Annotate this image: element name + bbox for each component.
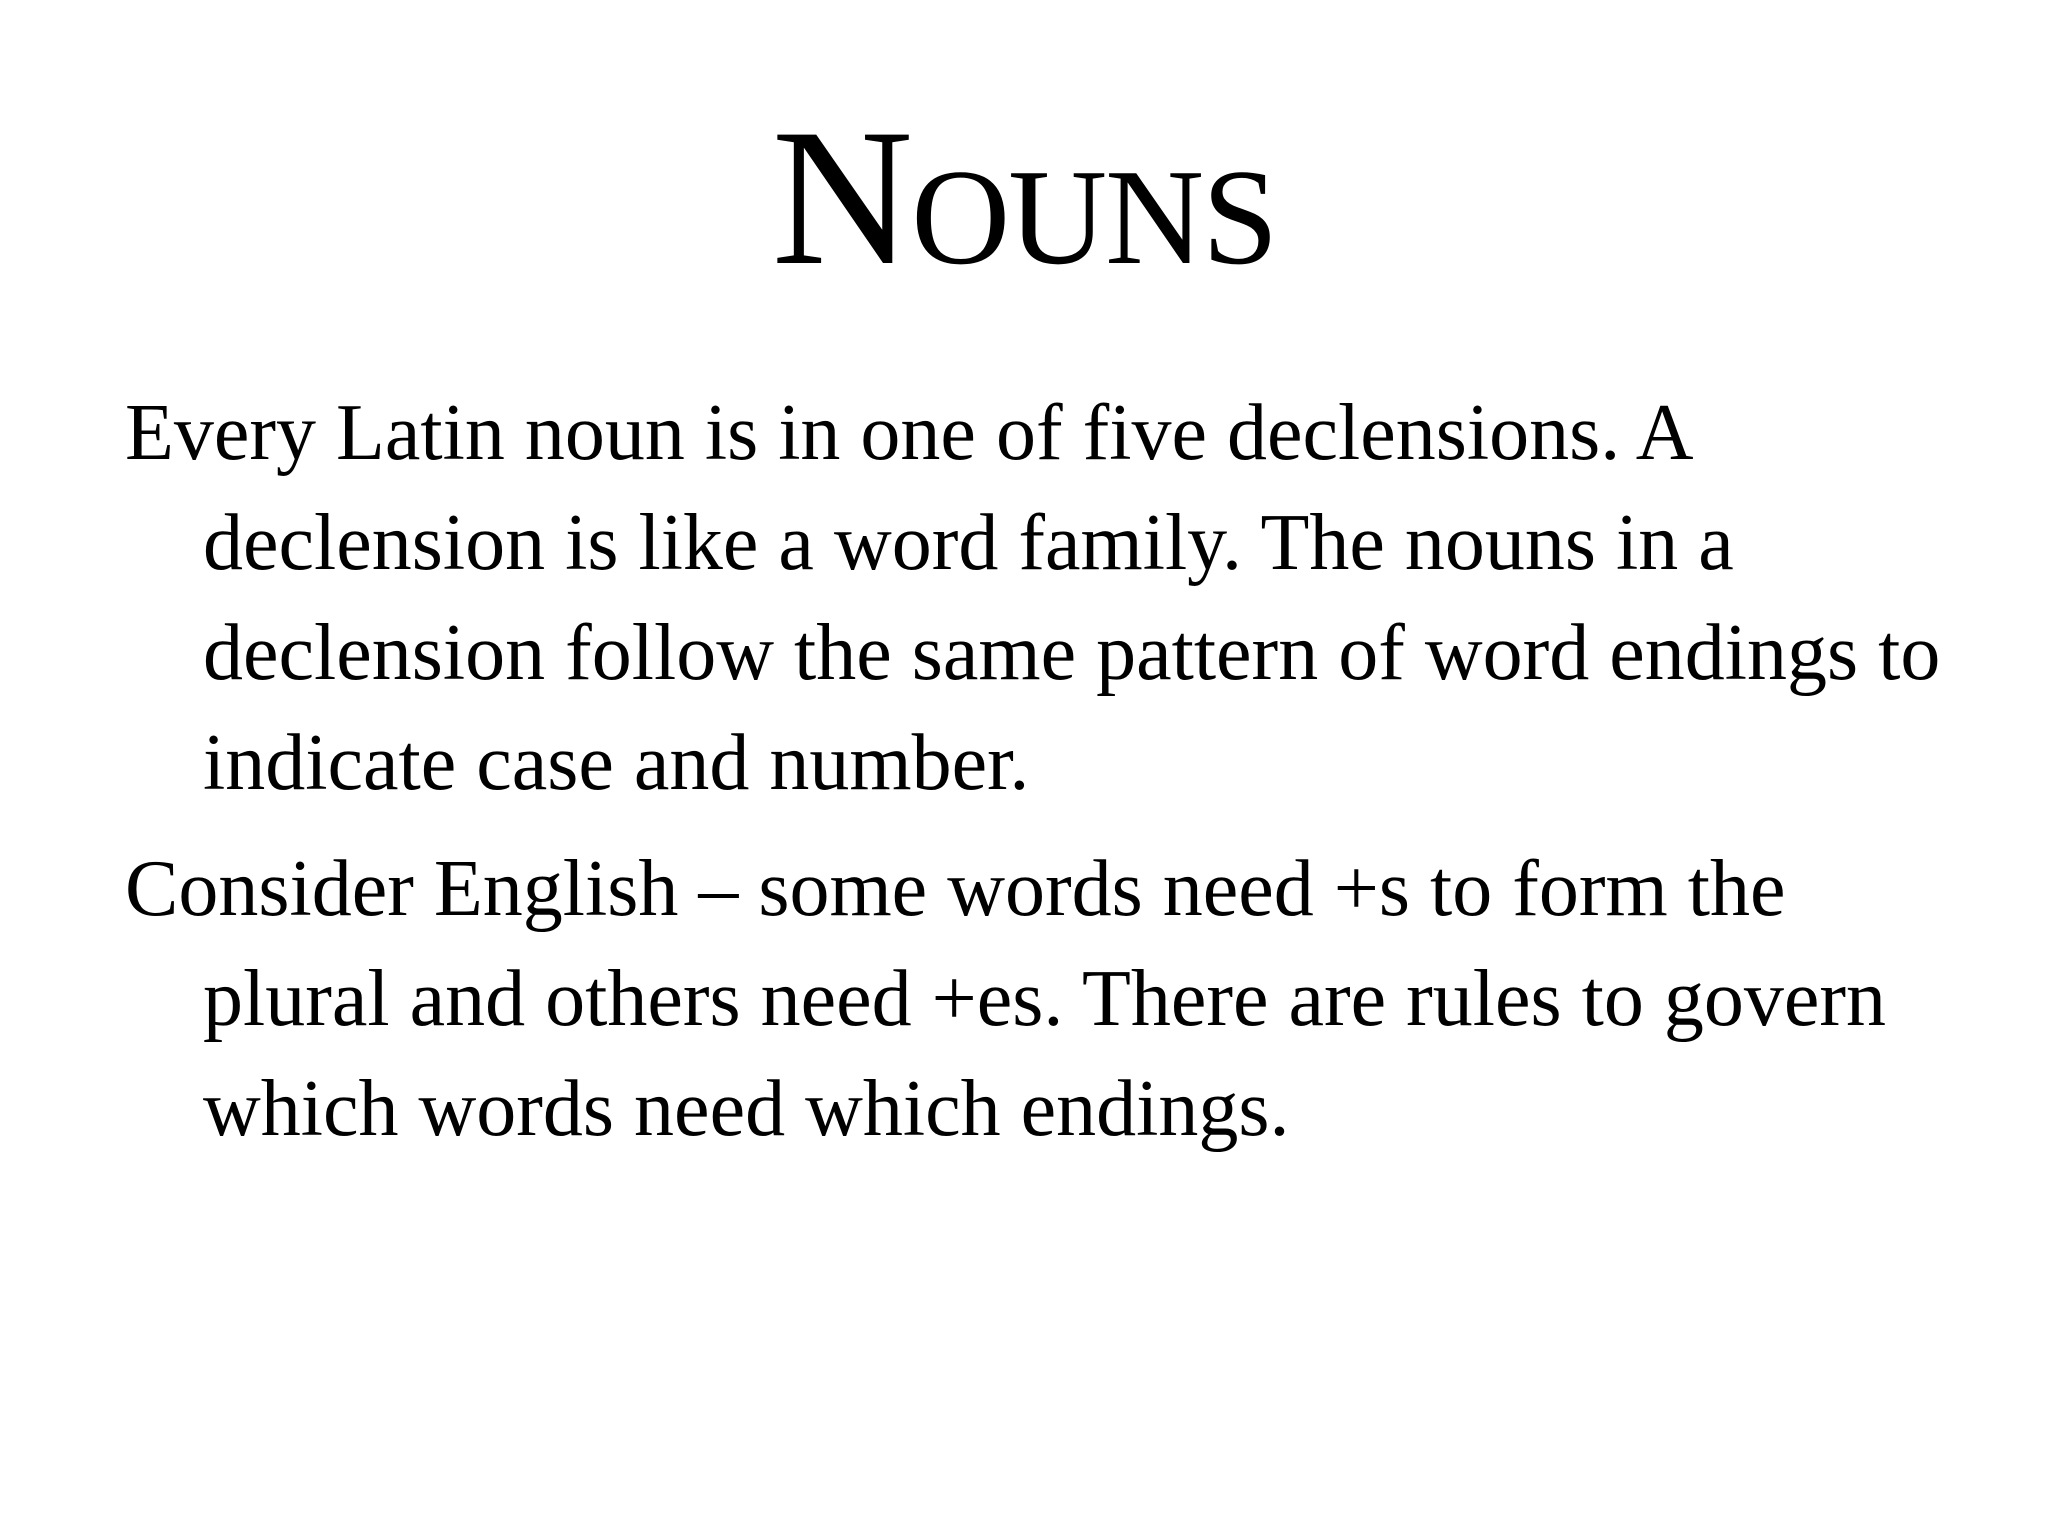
paragraph-declensions: Every Latin noun is in one of five declensions. A declension is like a word family. The nouns in a declension follow the same pattern of word endings to indicate case and number.	[125, 389, 1941, 807]
slide-body	[125, 378, 1955, 1180]
paragraph-english-comparison: Consider English – some words need +s to form the plural and others need +es. There are rules to govern which words need which endings.	[125, 845, 1887, 1153]
slide-title: Nouns	[771, 89, 1277, 306]
